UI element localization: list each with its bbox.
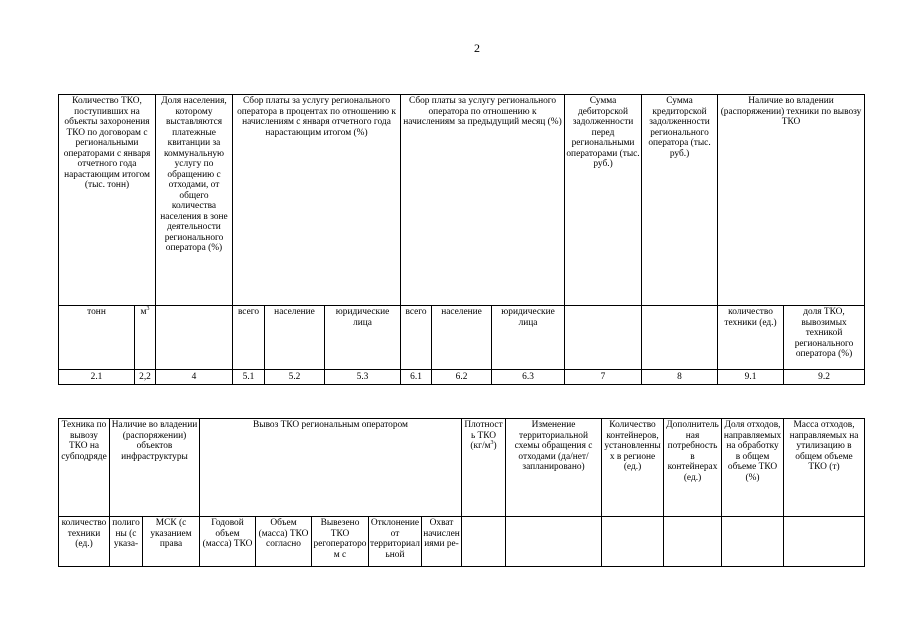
column-numbers-row <box>59 370 865 385</box>
waste-metrics-table <box>58 94 865 385</box>
column-number: 5.1 <box>233 370 265 385</box>
subheader-msk: МСК (с указанием права <box>143 517 200 567</box>
subheader-population: население <box>265 306 325 370</box>
header-tko-density: Плотность ТКО $(кг/м^3)$ <box>462 419 506 517</box>
header-fee-collection-ytd: Сбор платы за услугу регионального оператора в процентах по отношению к начислениям с января отчетного года нарастающим итогом (%) <box>233 95 401 306</box>
subheader-legal-entities: юридические лица <box>325 306 401 370</box>
subheader-volume-per-scheme: Объем (масса) ТКО согласно <box>256 517 312 567</box>
subheader-total: всего <box>233 306 265 370</box>
column-number: 4 <box>156 370 233 385</box>
column-number: 9.2 <box>784 370 865 385</box>
subheader-annual-volume: Годовой объем (масса) ТКО <box>200 517 256 567</box>
subheader-population: население <box>432 306 492 370</box>
empty-cell <box>156 306 233 370</box>
empty-cell <box>722 517 784 567</box>
subheader-billing-coverage: Охват начислениями ре- <box>422 517 462 567</box>
empty-cell <box>642 306 718 370</box>
empty-cell <box>784 517 865 567</box>
subheader-m3: $м^3$ <box>135 306 156 370</box>
subheader-total: всего <box>401 306 432 370</box>
column-number: 6.3 <box>492 370 565 385</box>
page-number: 2 <box>474 41 480 55</box>
column-number: 2.1 <box>59 370 135 385</box>
header-equipment: Наличие во владении (распоряжении) техники по вывозу ТКО <box>718 95 865 306</box>
header-receivables: Сумма дебиторской задолженности перед региональными операторами (тыс. руб.) <box>565 95 642 306</box>
header-processing-share: Доля отходов, направляемых на обработку в общем объеме ТКО (%) <box>722 419 784 517</box>
column-number: 7 <box>565 370 642 385</box>
subheader-landfills: полигоны (с указа- <box>110 517 143 567</box>
empty-cell <box>462 517 506 567</box>
subheader-tko-share: доля ТКО, вывозимых техникой регионального оператора (%) <box>784 306 865 370</box>
column-number: 5.3 <box>325 370 401 385</box>
column-number: 5.2 <box>265 370 325 385</box>
header-territorial-scheme-change: Изменение территориальной схемы обращения с отходами (да/нет/запланировано) <box>506 419 602 517</box>
header-utilization-mass: Масса отходов, направляемых на утилизацию в общем объеме ТКО (т) <box>784 419 865 517</box>
empty-cell <box>602 517 664 567</box>
header-tko-removal: Вывоз ТКО региональным оператором <box>200 419 462 517</box>
empty-cell <box>664 517 722 567</box>
waste-removal-table <box>58 418 865 567</box>
subheader-legal-entities: юридические лица <box>492 306 565 370</box>
header-population-share: Доля населения, которому выставляются платежные квитанции за коммунальную услугу по обращению с отходами, от общего количества населения в зоне деятельности регионального оператора (%) <box>156 95 233 306</box>
empty-cell <box>506 517 602 567</box>
empty-cell <box>565 306 642 370</box>
column-number: 6.2 <box>432 370 492 385</box>
subheader-equipment-count: количество техники (ед.) <box>718 306 784 370</box>
header-infrastructure: Наличие во владении (распоряжении) объектов инфраструктуры <box>110 419 200 517</box>
header-container-need: Дополнительная потребность в контейнерах (ед.) <box>664 419 722 517</box>
column-number: 8 <box>642 370 718 385</box>
subheader-tonn: тонн <box>59 306 135 370</box>
subheader-removed-by-operator: Вывезено ТКО регоператором с <box>312 517 369 567</box>
header-container-count: Количество контейнеров, установленных в регионе (ед.) <box>602 419 664 517</box>
column-number: 6.1 <box>401 370 432 385</box>
subheader-equipment-count: количество техники (ед.) <box>59 517 110 567</box>
header-subcontract-equipment: Техника по вывозу ТКО на субподряде <box>59 419 110 517</box>
column-number: 2,2 <box>135 370 156 385</box>
column-number: 9.1 <box>718 370 784 385</box>
header-tko-landfill-amount: Количество ТКО, поступивших на объекты захоронения ТКО по договорам с региональными операторами с января отчетного года нарастающим итогом (тыс. тонн) <box>59 95 156 306</box>
header-fee-collection-month: Сбор платы за услугу регионального оператора по отношению к начислениям за предыдущий месяц (%) <box>401 95 565 306</box>
subheader-deviation: Отклонение от территориальной <box>369 517 422 567</box>
header-payables: Сумма кредиторской задолженности регионального оператора (тыс. руб.) <box>642 95 718 306</box>
